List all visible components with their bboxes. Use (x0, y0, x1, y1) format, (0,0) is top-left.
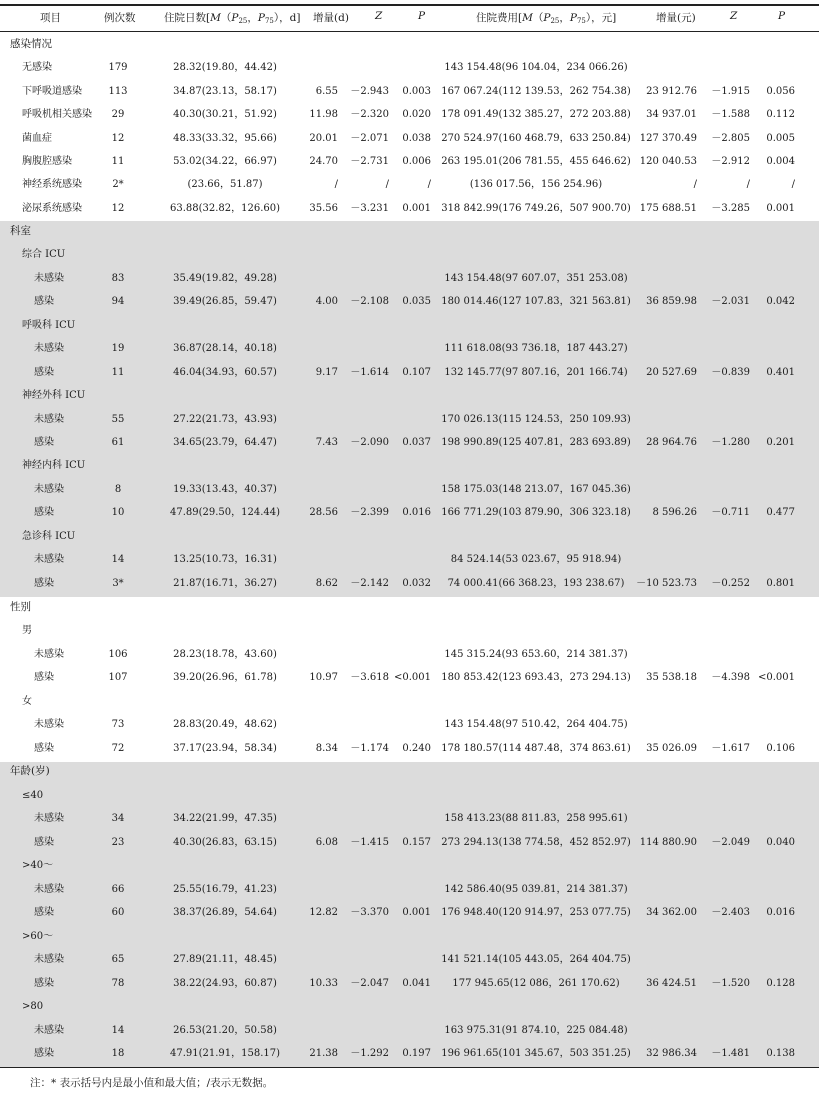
los-p-cell: 0.038 (402, 133, 431, 144)
cost-z-cell: －1.520 (711, 978, 750, 989)
row-label: 未感染 (34, 1025, 64, 1036)
row-label: 感染 (34, 507, 54, 518)
cost-increment-cell: 114 880.90 (639, 837, 697, 848)
cost-z-cell: －3.285 (711, 203, 750, 214)
table-row (0, 948, 819, 971)
cases-cell: 14 (111, 554, 125, 565)
los-p-cell: 0.003 (402, 86, 431, 97)
cost-increment-cell: 35 026.09 (646, 743, 697, 754)
cost-p-cell: 0.138 (766, 1048, 795, 1059)
los-z-cell: －2.090 (350, 437, 389, 448)
cases-cell: 8 (114, 484, 122, 495)
cost-p-cell: 0.801 (766, 578, 795, 589)
cost-cell: 170 026.13(115 124.53，250 109.93) (441, 414, 631, 425)
cases-cell: 72 (111, 743, 125, 754)
los-z-cell: －1.614 (350, 367, 389, 378)
row-label: 未感染 (34, 343, 64, 354)
header-p1: P (418, 10, 426, 22)
row-label: 感染 (34, 907, 54, 918)
los-increment-cell: 6.08 (315, 837, 338, 848)
los-increment-cell: 8.62 (315, 578, 338, 589)
cases-cell: 65 (111, 954, 125, 965)
table-row (0, 431, 819, 454)
row-label: 神经内科 ICU (22, 460, 86, 471)
row-label: 无感染 (22, 62, 52, 73)
cases-cell: 10 (111, 507, 125, 518)
table-row (0, 737, 819, 760)
cost-cell: 318 842.99(176 749.26，507 900.70) (441, 203, 631, 214)
cost-increment-cell: 28 964.76 (646, 437, 697, 448)
los-p-cell: <0.001 (393, 672, 431, 683)
los-p-cell: 0.037 (402, 437, 431, 448)
table-footnote: 注：* 表示括号内是最小值和最大值；/表示无数据。 (30, 1077, 274, 1089)
los-z-cell: －3.618 (350, 672, 389, 683)
cost-z-cell: －1.915 (711, 86, 750, 97)
row-label: 呼吸机相关感染 (22, 109, 92, 120)
cost-increment-cell: 36 859.98 (646, 296, 697, 307)
group-header-row (0, 454, 819, 477)
cost-cell: 178 180.57(114 487.48，374 863.61) (441, 743, 631, 754)
table-row (0, 267, 819, 290)
los-cell: 48.33(33.32，95.66) (173, 133, 277, 144)
los-cell: 28.32(19.80，44.42) (173, 62, 277, 73)
header-z2: Z (730, 10, 738, 22)
header-los-increment: 增量(d) (313, 12, 349, 24)
los-p-cell: 0.041 (402, 978, 431, 989)
los-cell: 28.83(20.49，48.62) (173, 719, 277, 730)
los-increment-cell: 35.56 (309, 203, 338, 214)
cost-p-cell: 0.056 (766, 86, 795, 97)
row-label: 感染 (34, 296, 54, 307)
row-label: 科室 (10, 225, 31, 237)
row-label: 胸腹腔感染 (22, 156, 72, 167)
cases-cell: 19 (111, 343, 125, 354)
cost-z-cell: －0.839 (711, 367, 750, 378)
row-label: 未感染 (34, 884, 64, 895)
table-row (0, 666, 819, 689)
cost-cell: 74 000.41(66 368.23，193 238.67) (447, 578, 625, 589)
cost-cell: 84 524.14(53 023.67，95 918.94) (450, 554, 622, 565)
los-cell: 38.22(24.93，60.87) (173, 978, 277, 989)
los-cell: 28.23(18.78，43.60) (173, 649, 277, 660)
cost-z-cell: / (746, 179, 750, 190)
table-top-rule (0, 4, 819, 6)
cost-p-cell: 0.106 (766, 743, 795, 754)
table-row (0, 127, 819, 150)
cost-cell: 176 948.40(120 914.97，253 077.75) (441, 907, 631, 918)
table-row (0, 901, 819, 924)
row-label: 感染 (34, 672, 54, 683)
row-label: 神经系统感染 (22, 179, 82, 190)
cost-z-cell: －0.711 (711, 507, 750, 518)
los-cell: 13.25(10.73，16.31) (173, 554, 277, 565)
group-header-row (0, 384, 819, 407)
row-label: 呼吸科 ICU (22, 320, 76, 331)
row-label: 未感染 (34, 484, 64, 495)
cost-p-cell: <0.001 (757, 672, 795, 683)
cost-z-cell: －1.280 (711, 437, 750, 448)
header-item: 项目 (40, 12, 61, 24)
los-cell: 39.49(26.85，59.47) (173, 296, 277, 307)
row-label: 菌血症 (22, 133, 52, 144)
group-header-row (0, 925, 819, 948)
los-increment-cell: 6.55 (315, 86, 338, 97)
los-cell: 40.30(30.21，51.92) (173, 109, 277, 120)
los-cell: 26.53(21.20，50.58) (173, 1025, 277, 1036)
table-row (0, 713, 819, 736)
cost-increment-cell: －10 523.73 (636, 578, 697, 589)
cases-cell: 12 (111, 203, 125, 214)
cases-cell: 18 (111, 1048, 125, 1059)
los-p-cell: 0.020 (402, 109, 431, 120)
los-p-cell: 0.157 (402, 837, 431, 848)
section-header-row (0, 33, 819, 56)
group-header-row (0, 314, 819, 337)
los-increment-cell: 9.17 (315, 367, 338, 378)
los-z-cell: －2.320 (350, 109, 389, 120)
cost-cell: (136 017.56，156 254.96) (469, 179, 603, 190)
los-cell: 47.91(21.91，158.17) (169, 1048, 281, 1059)
cost-cell: 158 175.03(148 213.07，167 045.36) (441, 484, 631, 495)
table-row (0, 80, 819, 103)
los-cell: (23.66，51.87) (187, 179, 263, 190)
row-label: 未感染 (34, 273, 64, 284)
cases-cell: 61 (111, 437, 125, 448)
los-increment-cell: 28.56 (309, 507, 338, 518)
row-label: 未感染 (34, 554, 64, 565)
row-label: >60～ (22, 931, 54, 942)
group-header-row (0, 690, 819, 713)
los-z-cell: －1.415 (350, 837, 389, 848)
los-cell: 38.37(26.89，54.64) (173, 907, 277, 918)
cost-z-cell: －1.588 (711, 109, 750, 120)
los-p-cell: 0.006 (402, 156, 431, 167)
table-row (0, 103, 819, 126)
group-header-row (0, 243, 819, 266)
cases-cell: 113 (108, 86, 128, 97)
los-cell: 40.30(26.83，63.15) (173, 837, 277, 848)
los-cell: 21.87(16.71，36.27) (173, 578, 277, 589)
cost-z-cell: －2.031 (711, 296, 750, 307)
table-row (0, 197, 819, 220)
cost-increment-cell: 20 527.69 (646, 367, 697, 378)
row-label: 神经外科 ICU (22, 390, 86, 401)
group-header-row (0, 854, 819, 877)
row-label: 感染 (34, 367, 54, 378)
cases-cell: 83 (111, 273, 125, 284)
los-cell: 27.89(21.11，48.45) (173, 954, 277, 965)
los-p-cell: 0.240 (402, 743, 431, 754)
cost-cell: 111 618.08(93 736.18，187 443.27) (444, 343, 628, 354)
los-increment-cell: 21.38 (309, 1048, 338, 1059)
los-cell: 63.88(32.82，126.60) (169, 203, 281, 214)
row-label: 泌尿系统感染 (22, 203, 82, 214)
los-cell: 37.17(23.94，58.34) (173, 743, 277, 754)
header-cost: 住院费用[$M(P_{25}$，$P_{75}$），元] (476, 12, 617, 25)
los-p-cell: 0.001 (402, 203, 431, 214)
table-row (0, 807, 819, 830)
los-z-cell: －2.731 (350, 156, 389, 167)
los-z-cell: －2.142 (350, 578, 389, 589)
los-z-cell: －2.071 (350, 133, 389, 144)
cost-cell: 163 975.31(91 874.10，225 084.48) (444, 1025, 628, 1036)
cases-cell: 11 (111, 367, 125, 378)
cost-cell: 180 014.46(127 107.83，321 563.81) (441, 296, 631, 307)
table-row (0, 478, 819, 501)
cases-cell: 73 (111, 719, 125, 730)
cost-cell: 273 294.13(138 774.58，452 852.97) (441, 837, 631, 848)
row-label: 综合 ICU (22, 249, 66, 260)
los-cell: 35.49(19.82，49.28) (173, 273, 277, 284)
section-header-row (0, 596, 819, 619)
los-increment-cell: 10.33 (309, 978, 338, 989)
row-label: 下呼吸道感染 (22, 86, 82, 97)
cost-p-cell: 0.401 (766, 367, 795, 378)
table-row (0, 548, 819, 571)
table-row (0, 290, 819, 313)
los-z-cell: －2.943 (350, 86, 389, 97)
cost-p-cell: 0.004 (766, 156, 795, 167)
los-p-cell: 0.197 (402, 1048, 431, 1059)
cost-cell: 143 154.48(97 510.42，264 404.75) (444, 719, 628, 730)
table-row (0, 1042, 819, 1065)
group-header-row (0, 525, 819, 548)
cost-increment-cell: 120 040.53 (639, 156, 697, 167)
cases-cell: 106 (108, 649, 128, 660)
cost-increment-cell: 23 912.76 (646, 86, 697, 97)
row-label: >80 (22, 1001, 44, 1012)
cost-z-cell: －1.617 (711, 743, 750, 754)
los-increment-cell: 20.01 (309, 133, 338, 144)
cost-p-cell: 0.112 (766, 109, 795, 120)
row-label: >40～ (22, 860, 54, 871)
table-row (0, 878, 819, 901)
header-los: 住院日数[$M(P_{25}$，$P_{75}$），d] (164, 12, 301, 25)
los-cell: 25.55(16.79，41.23) (173, 884, 277, 895)
los-increment-cell: 7.43 (315, 437, 338, 448)
cost-cell: 263 195.01(206 781.55，455 646.62) (441, 156, 631, 167)
row-label: 感染情况 (10, 38, 52, 50)
cost-cell: 143 154.48(96 104.04，234 066.26) (444, 62, 628, 73)
group-header-row (0, 995, 819, 1018)
cost-cell: 142 586.40(95 039.81，214 381.37) (444, 884, 628, 895)
cost-cell: 178 091.49(132 385.27，272 203.88) (441, 109, 631, 120)
cost-z-cell: －2.912 (711, 156, 750, 167)
los-cell: 34.22(21.99，47.35) (173, 813, 277, 824)
row-label: 感染 (34, 437, 54, 448)
header-cases: 例次数 (104, 12, 136, 24)
los-increment-cell: 12.82 (309, 907, 338, 918)
cost-cell: 167 067.24(112 139.53，262 754.38) (441, 86, 631, 97)
table-row (0, 501, 819, 524)
los-z-cell: －3.370 (350, 907, 389, 918)
header-cost-increment: 增量(元) (656, 12, 696, 24)
row-label: 感染 (34, 578, 54, 589)
cost-p-cell: 0.016 (766, 907, 795, 918)
los-z-cell: －2.108 (350, 296, 389, 307)
los-z-cell: －2.399 (350, 507, 389, 518)
cost-increment-cell: 34 362.00 (646, 907, 697, 918)
cost-p-cell: 0.042 (766, 296, 795, 307)
cost-cell: 158 413.23(88 811.83，258 995.61) (444, 813, 628, 824)
table-row (0, 831, 819, 854)
cases-cell: 23 (111, 837, 125, 848)
cost-increment-cell: / (693, 179, 697, 190)
cost-p-cell: 0.128 (766, 978, 795, 989)
cases-cell: 107 (108, 672, 128, 683)
cost-increment-cell: 36 424.51 (646, 978, 697, 989)
cases-cell: 94 (111, 296, 125, 307)
cost-cell: 198 990.89(125 407.81，283 693.89) (441, 437, 631, 448)
table-row (0, 337, 819, 360)
row-label: 性别 (10, 601, 31, 613)
row-label: 感染 (34, 978, 54, 989)
cases-cell: 3* (112, 578, 124, 589)
los-z-cell: －1.174 (350, 743, 389, 754)
table-bottom-rule (0, 1067, 819, 1068)
los-increment-cell: 4.00 (315, 296, 338, 307)
los-p-cell: 0.035 (402, 296, 431, 307)
los-increment-cell: 8.34 (315, 743, 338, 754)
cost-cell: 180 853.42(123 693.43，273 294.13) (441, 672, 631, 683)
table-row (0, 1019, 819, 1042)
los-z-cell: / (385, 179, 389, 190)
los-increment-cell: / (334, 179, 338, 190)
cost-z-cell: －2.805 (711, 133, 750, 144)
los-p-cell: 0.107 (402, 367, 431, 378)
cost-p-cell: 0.477 (766, 507, 795, 518)
los-cell: 27.22(21.73，43.93) (173, 414, 277, 425)
cost-cell: 166 771.29(103 879.90，306 323.18) (441, 507, 631, 518)
los-z-cell: －1.292 (350, 1048, 389, 1059)
cost-z-cell: －1.481 (711, 1048, 750, 1059)
cost-cell: 177 945.65(12 086，261 170.62) (452, 978, 620, 989)
cases-cell: 34 (111, 813, 125, 824)
cost-z-cell: －4.398 (711, 672, 750, 683)
table-row (0, 572, 819, 595)
header-p2: P (778, 10, 786, 22)
row-label: 急诊科 ICU (22, 531, 76, 542)
los-cell: 34.87(23.13，58.17) (173, 86, 277, 97)
row-label: 男 (22, 625, 32, 636)
cost-cell: 141 521.14(105 443.05，264 404.75) (441, 954, 631, 965)
cost-p-cell: / (791, 179, 795, 190)
group-header-row (0, 784, 819, 807)
cost-p-cell: 0.001 (766, 203, 795, 214)
row-label: 未感染 (34, 813, 64, 824)
cost-p-cell: 0.040 (766, 837, 795, 848)
los-cell: 53.02(34.22，66.97) (173, 156, 277, 167)
table-row (0, 361, 819, 384)
cases-cell: 11 (111, 156, 125, 167)
los-increment-cell: 10.97 (309, 672, 338, 683)
cost-increment-cell: 32 986.34 (646, 1048, 697, 1059)
los-p-cell: 0.032 (402, 578, 431, 589)
row-label: ≤40 (22, 790, 44, 801)
row-label: 未感染 (34, 414, 64, 425)
los-increment-cell: 24.70 (309, 156, 338, 167)
row-label: 女 (22, 696, 32, 707)
header-z1: Z (375, 10, 383, 22)
section-header-row (0, 760, 819, 783)
table-row (0, 643, 819, 666)
cost-cell: 270 524.97(160 468.79，633 250.84) (441, 133, 631, 144)
cases-cell: 55 (111, 414, 125, 425)
cost-p-cell: 0.005 (766, 133, 795, 144)
los-cell: 19.33(13.43，40.37) (173, 484, 277, 495)
los-cell: 47.89(29.50，124.44) (169, 507, 281, 518)
table-header-rule (0, 31, 819, 32)
table-row (0, 173, 819, 196)
cost-increment-cell: 175 688.51 (639, 203, 697, 214)
los-cell: 36.87(28.14，40.18) (173, 343, 277, 354)
cost-cell: 196 961.65(101 345.67，503 351.25) (441, 1048, 631, 1059)
cases-cell: 66 (111, 884, 125, 895)
cost-increment-cell: 35 538.18 (646, 672, 697, 683)
los-cell: 34.65(23.79，64.47) (173, 437, 277, 448)
los-cell: 46.04(34.93，60.57) (173, 367, 277, 378)
cost-z-cell: －0.252 (711, 578, 750, 589)
cases-cell: 29 (111, 109, 125, 120)
section-header-row (0, 220, 819, 243)
cost-increment-cell: 34 937.01 (646, 109, 697, 120)
los-p-cell: / (427, 179, 431, 190)
cases-cell: 12 (111, 133, 125, 144)
cost-increment-cell: 127 370.49 (639, 133, 697, 144)
cases-cell: 60 (111, 907, 125, 918)
los-p-cell: 0.001 (402, 907, 431, 918)
cost-cell: 132 145.77(97 807.16，201 166.74) (444, 367, 628, 378)
cost-p-cell: 0.201 (766, 437, 795, 448)
row-label: 未感染 (34, 719, 64, 730)
cost-z-cell: －2.049 (711, 837, 750, 848)
table-row (0, 150, 819, 173)
los-increment-cell: 11.98 (309, 109, 338, 120)
cost-cell: 145 315.24(93 653.60，214 381.37) (444, 649, 628, 660)
cases-cell: 78 (111, 978, 125, 989)
los-p-cell: 0.016 (402, 507, 431, 518)
row-label: 感染 (34, 743, 54, 754)
row-label: 未感染 (34, 954, 64, 965)
table-row (0, 408, 819, 431)
cost-z-cell: －2.403 (711, 907, 750, 918)
los-z-cell: －2.047 (350, 978, 389, 989)
row-label: 感染 (34, 837, 54, 848)
cost-cell: 143 154.48(97 607.07，351 253.08) (444, 273, 628, 284)
table-row (0, 56, 819, 79)
row-label: 年龄(岁) (10, 765, 50, 777)
cases-cell: 14 (111, 1025, 125, 1036)
row-label: 感染 (34, 1048, 54, 1059)
row-label: 未感染 (34, 649, 64, 660)
los-cell: 39.20(26.96，61.78) (173, 672, 277, 683)
group-header-row (0, 619, 819, 642)
table-row (0, 972, 819, 995)
cases-cell: 179 (108, 62, 128, 73)
los-z-cell: －3.231 (350, 203, 389, 214)
cost-increment-cell: 8 596.26 (652, 507, 697, 518)
cases-cell: 2* (112, 179, 124, 190)
